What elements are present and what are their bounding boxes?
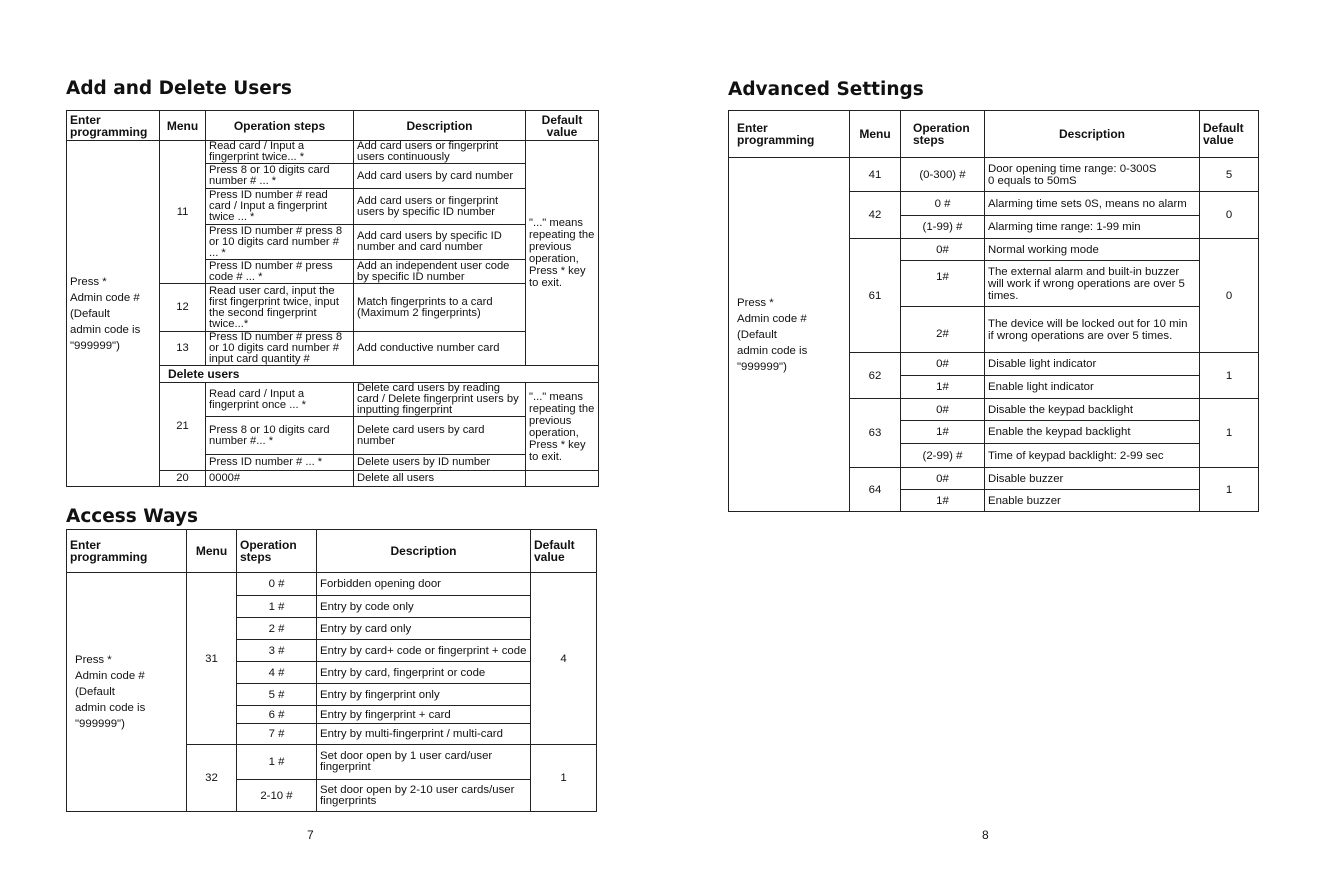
- description-cell: Disable the keypad backlight: [985, 399, 1200, 421]
- step-cell: 0 #: [901, 192, 985, 216]
- default-cell: 1: [1200, 468, 1259, 512]
- description-cell: Alarming time sets 0S, means no alarm: [985, 192, 1200, 216]
- step-cell: (2-99) #: [901, 444, 985, 468]
- description-cell: Disable buzzer: [985, 468, 1200, 490]
- default-note-cell: "..." means repeating the previous operation, Press * key to exit.: [526, 383, 599, 471]
- menu-cell: 62: [850, 353, 901, 399]
- advanced-settings-heading: Advanced Settings: [728, 79, 924, 100]
- header-default-value: Default value: [531, 530, 597, 573]
- header-enter-programming: Enter programming: [67, 111, 160, 141]
- menu-cell: 41: [850, 158, 901, 192]
- description-cell: Enable the keypad backlight: [985, 421, 1200, 444]
- enter-programming-cell: Press * Admin code # (Default admin code is "999999"): [729, 158, 850, 512]
- default-cell: 0: [1200, 192, 1259, 239]
- step-cell: 0 #: [237, 573, 317, 596]
- menu-cell: 12: [160, 284, 206, 332]
- step-cell: 5 #: [237, 684, 317, 706]
- description-cell: Normal working mode: [985, 239, 1200, 261]
- table-row: [67, 141, 599, 164]
- advanced-settings-table: [728, 110, 1259, 512]
- description-cell: Delete card users by reading card / Delete fingerprint users by inputting fingerprint: [354, 383, 526, 417]
- description-cell: Add conductive number card: [354, 332, 526, 366]
- description-cell: Match fingerprints to a card (Maximum 2 fingerprints): [354, 284, 526, 332]
- step-cell: Read user card, input the first fingerprint twice, input the second fingerprint twice...*: [206, 284, 354, 332]
- page-number: 7: [307, 828, 314, 842]
- default-empty-cell: [526, 471, 599, 487]
- step-cell: 1#: [901, 421, 985, 444]
- step-cell: 1#: [901, 490, 985, 512]
- step-cell: 0#: [901, 399, 985, 421]
- menu-cell: 31: [187, 573, 237, 745]
- default-cell: 4: [531, 573, 597, 745]
- delete-users-section-label: Delete users: [160, 366, 599, 383]
- step-cell: Press 8 or 10 digits card number # ... *: [206, 164, 354, 189]
- description-cell: Door opening time range: 0-300S 0 equals to 50mS: [985, 158, 1200, 192]
- default-cell: 1: [1200, 399, 1259, 468]
- description-cell: The device will be locked out for 10 min if wrong operations are over 5 times.: [985, 307, 1200, 353]
- header-description: Description: [354, 111, 526, 141]
- step-cell: (1-99) #: [901, 216, 985, 239]
- table-row: [67, 573, 597, 596]
- step-cell: Press 8 or 10 digits card number #... *: [206, 417, 354, 455]
- header-menu: Menu: [160, 111, 206, 141]
- step-cell: 4 #: [237, 662, 317, 684]
- description-cell: Enable light indicator: [985, 376, 1200, 399]
- description-cell: Delete all users: [354, 471, 526, 487]
- description-cell: Entry by multi-fingerprint / multi-card: [317, 724, 531, 745]
- header-operation-steps: Operation steps: [237, 530, 317, 573]
- header-enter-programming: Enter programming: [67, 530, 187, 573]
- description-cell: Set door open by 1 user card/user fingerprint: [317, 745, 531, 780]
- header-enter-programming: Enter programming: [729, 111, 850, 158]
- description-cell: Forbidden opening door: [317, 573, 531, 596]
- step-cell: 2#: [901, 307, 985, 353]
- step-cell: 0#: [901, 239, 985, 261]
- step-cell: Read card / Input a fingerprint once ... *: [206, 383, 354, 417]
- step-cell: 1#: [901, 376, 985, 399]
- menu-cell: 13: [160, 332, 206, 366]
- step-cell: 2-10 #: [237, 780, 317, 812]
- default-cell: 5: [1200, 158, 1259, 192]
- description-cell: Add card users or fingerprint users by specific ID number: [354, 189, 526, 225]
- header-menu: Menu: [187, 530, 237, 573]
- description-cell: Add an independent user code by specific ID number: [354, 260, 526, 284]
- header-menu: Menu: [850, 111, 901, 158]
- add-delete-users-heading: Add and Delete Users: [66, 78, 292, 99]
- header-default-value: Default value: [1200, 111, 1259, 158]
- description-cell: Entry by card+ code or fingerprint + code: [317, 640, 531, 662]
- description-cell: Alarming time range: 1-99 min: [985, 216, 1200, 239]
- menu-cell: 20: [160, 471, 206, 487]
- description-cell: Enable buzzer: [985, 490, 1200, 512]
- step-cell: Press ID number # press 8 or 10 digits card number # input card quantity #: [206, 332, 354, 366]
- menu-cell: 21: [160, 383, 206, 471]
- default-cell: 0: [1200, 239, 1259, 353]
- description-cell: Entry by fingerprint + card: [317, 706, 531, 724]
- access-ways-table: [66, 529, 597, 812]
- description-cell: The external alarm and built-in buzzer will work if wrong operations are over 5 times.: [985, 261, 1200, 307]
- step-cell: 1 #: [237, 745, 317, 780]
- menu-cell: 61: [850, 239, 901, 353]
- step-cell: 0#: [901, 353, 985, 376]
- header-description: Description: [317, 530, 531, 573]
- step-cell: 3 #: [237, 640, 317, 662]
- step-cell: 7 #: [237, 724, 317, 745]
- step-cell: Press ID number # ... *: [206, 455, 354, 471]
- step-cell: Press ID number # read card / Input a fingerprint twice ... *: [206, 189, 354, 225]
- menu-cell: 32: [187, 745, 237, 812]
- header-operation-steps: Operation steps: [206, 111, 354, 141]
- header-default-value: Default value: [526, 111, 599, 141]
- menu-cell: 64: [850, 468, 901, 512]
- default-cell: 1: [1200, 353, 1259, 399]
- description-cell: Entry by fingerprint only: [317, 684, 531, 706]
- step-cell: 1 #: [237, 596, 317, 618]
- description-cell: Entry by code only: [317, 596, 531, 618]
- table-row: [729, 158, 1259, 192]
- step-cell: 6 #: [237, 706, 317, 724]
- description-cell: Delete users by ID number: [354, 455, 526, 471]
- menu-cell: 42: [850, 192, 901, 239]
- description-cell: Add card users or fingerprint users continuously: [354, 141, 526, 164]
- enter-programming-cell: Press * Admin code # (Default admin code is "999999"): [67, 573, 187, 812]
- description-cell: Time of keypad backlight: 2-99 sec: [985, 444, 1200, 468]
- step-cell: Press ID number # press code # ... *: [206, 260, 354, 284]
- description-cell: Entry by card, fingerprint or code: [317, 662, 531, 684]
- menu-cell: 11: [160, 141, 206, 284]
- default-note-cell: "..." means repeating the previous operation, Press * key to exit.: [526, 141, 599, 366]
- step-cell: 0#: [901, 468, 985, 490]
- page-number: 8: [982, 828, 989, 842]
- step-cell: Read card / Input a fingerprint twice... *: [206, 141, 354, 164]
- access-ways-heading: Access Ways: [66, 506, 198, 527]
- add-delete-users-table: [66, 110, 599, 487]
- enter-programming-cell: Press * Admin code # (Default admin code is "999999"): [67, 141, 160, 487]
- step-cell: (0-300) #: [901, 158, 985, 192]
- default-cell: 1: [531, 745, 597, 812]
- description-cell: Entry by card only: [317, 618, 531, 640]
- step-cell: 0000#: [206, 471, 354, 487]
- menu-cell: 63: [850, 399, 901, 468]
- description-cell: Add card users by specific ID number and card number: [354, 225, 526, 260]
- description-cell: Add card users by card number: [354, 164, 526, 189]
- step-cell: 2 #: [237, 618, 317, 640]
- description-cell: Delete card users by card number: [354, 417, 526, 455]
- header-description: Description: [985, 111, 1200, 158]
- header-operation-steps: Operation steps: [901, 111, 985, 158]
- description-cell: Disable light indicator: [985, 353, 1200, 376]
- step-cell: Press ID number # press 8 or 10 digits card number # ... *: [206, 225, 354, 260]
- description-cell: Set door open by 2-10 user cards/user fingerprints: [317, 780, 531, 812]
- step-cell: 1#: [901, 261, 985, 307]
